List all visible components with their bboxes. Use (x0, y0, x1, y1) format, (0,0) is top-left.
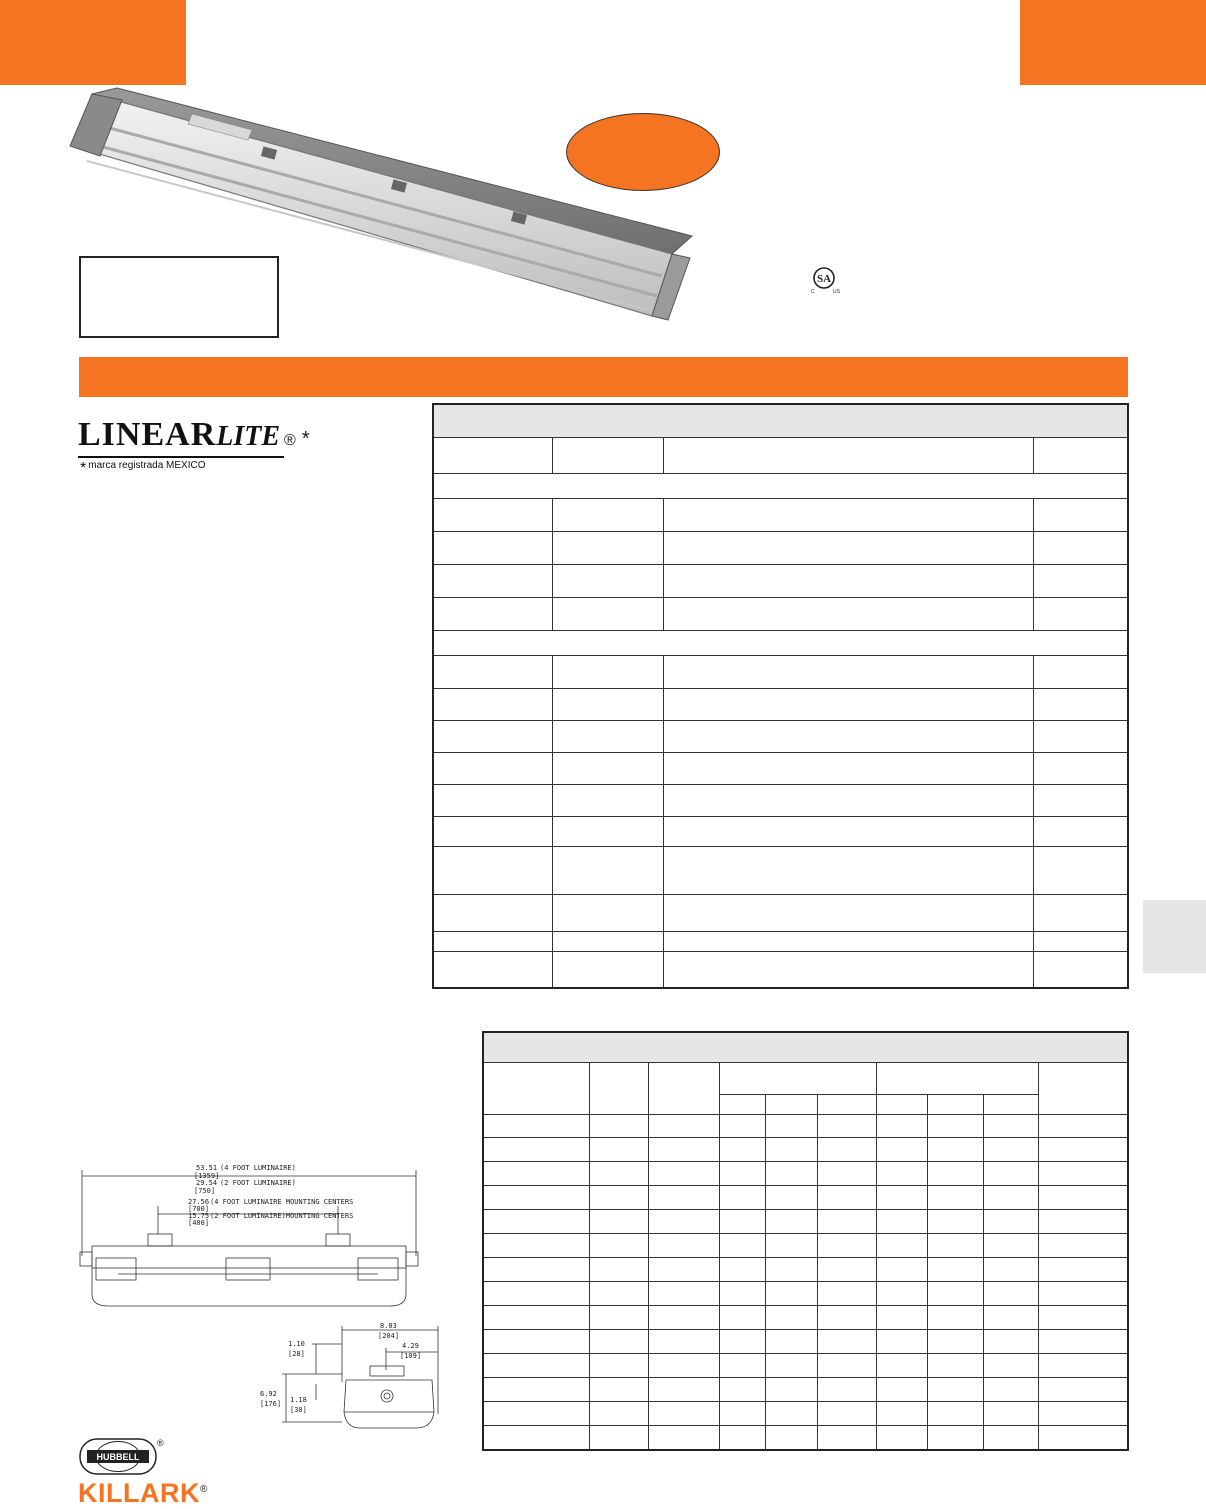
table-row (483, 1137, 1128, 1161)
brand-note-text: marca registrada MEXICO (88, 460, 206, 471)
hubbell-text: HUBBELL (96, 1452, 140, 1462)
dim-overall-4ft-mm: [1359] (194, 1172, 220, 1180)
csa-us: US (833, 289, 840, 294)
dim-top: 1.10 (288, 1340, 305, 1348)
table-row (433, 498, 1128, 531)
table-section-row (433, 473, 1128, 498)
brand-logo (78, 416, 310, 454)
header-block-left (0, 0, 186, 85)
table-row (433, 752, 1128, 784)
brand-reg: ® (284, 432, 296, 449)
feature-oval (566, 113, 720, 191)
table-row (483, 1114, 1128, 1137)
brand-note-asterisk: * (80, 460, 87, 477)
table-row (433, 531, 1128, 564)
table-row (433, 846, 1128, 894)
table-row (483, 1257, 1128, 1281)
table-row (433, 564, 1128, 597)
front-view-drawing (78, 1156, 420, 1318)
csa-mark: SA (816, 273, 832, 285)
hubbell-reg: ® (157, 1438, 164, 1448)
table-row (433, 816, 1128, 846)
table-row (433, 437, 1128, 473)
table-row (433, 931, 1128, 951)
label-2ft: (2 FOOT LUMINAIRE) (220, 1179, 296, 1187)
note-box (79, 256, 279, 338)
dim-width: 8.03 (380, 1322, 397, 1330)
table-title-cell (483, 1032, 1128, 1062)
table-row (433, 597, 1128, 630)
label-centers-4ft: (4 FOOT LUMINAIRE MOUNTING CENTERS (210, 1198, 354, 1206)
brand-asterisk: * (301, 428, 310, 450)
brand-lite: LITE (216, 421, 281, 452)
header-block-right (1020, 0, 1206, 85)
table-row (433, 951, 1128, 988)
dim-width-mm: [204] (378, 1332, 400, 1340)
killark-reg: ® (199, 1484, 208, 1495)
dim-centers-2ft-mm: [400] (188, 1219, 210, 1227)
killark-logo (78, 1478, 208, 1509)
table-row (433, 688, 1128, 720)
table-row (483, 1401, 1128, 1425)
table-title-cell (433, 404, 1128, 437)
brand-word: LINEAR (78, 416, 217, 453)
table-section-row (433, 630, 1128, 655)
dim-offset-mm: [109] (400, 1352, 422, 1360)
side-view-drawing (256, 1322, 452, 1432)
hubbell-logo (79, 1438, 157, 1475)
table-header-row (483, 1032, 1128, 1062)
dim-centers-2ft: 15.75 (188, 1212, 210, 1220)
csa-icon (806, 264, 842, 294)
table-row (483, 1377, 1128, 1401)
label-4ft: (4 FOOT LUMINAIRE) (220, 1164, 296, 1172)
table-row (483, 1161, 1128, 1185)
dimensions-table (482, 1031, 1129, 1451)
table-row (433, 894, 1128, 931)
dim-centers-4ft-mm: [700] (188, 1205, 210, 1213)
table-row (433, 720, 1128, 752)
brand-note (80, 460, 206, 478)
table-row (483, 1233, 1128, 1257)
dim-hub: 1.18 (290, 1396, 307, 1404)
section-tab (1143, 900, 1206, 973)
label-centers-2ft: (2 FOOT LUMINAIRE)MOUNTING CENTERS (210, 1212, 354, 1220)
table-row (483, 1305, 1128, 1329)
dim-height-mm: [176] (260, 1400, 282, 1408)
table-row (483, 1185, 1128, 1209)
dim-top-mm: [28] (288, 1350, 305, 1358)
table-row (483, 1281, 1128, 1305)
brand-underline (78, 456, 284, 458)
table-row (433, 655, 1128, 688)
section-bar (79, 357, 1128, 397)
catalog-table (432, 403, 1129, 989)
dim-offset: 4.29 (402, 1342, 419, 1350)
csa-c: C (811, 289, 815, 294)
dim-overall-4ft: 53.51 (196, 1164, 218, 1172)
table-row (483, 1209, 1128, 1233)
dim-centers-4ft: 27.56 (188, 1198, 210, 1206)
table-row (483, 1353, 1128, 1377)
table-row (433, 784, 1128, 816)
dim-hub-mm: [30] (290, 1406, 307, 1414)
dim-overall-2ft: 29.54 (196, 1179, 218, 1187)
table-subheader-row (483, 1062, 1128, 1094)
table-row (483, 1329, 1128, 1353)
table-row (483, 1425, 1128, 1450)
killark-text: KILLARK (78, 1478, 200, 1508)
dim-height: 6.92 (260, 1390, 277, 1398)
table-header-row (433, 404, 1128, 437)
dim-overall-2ft-mm: [750] (194, 1187, 216, 1195)
